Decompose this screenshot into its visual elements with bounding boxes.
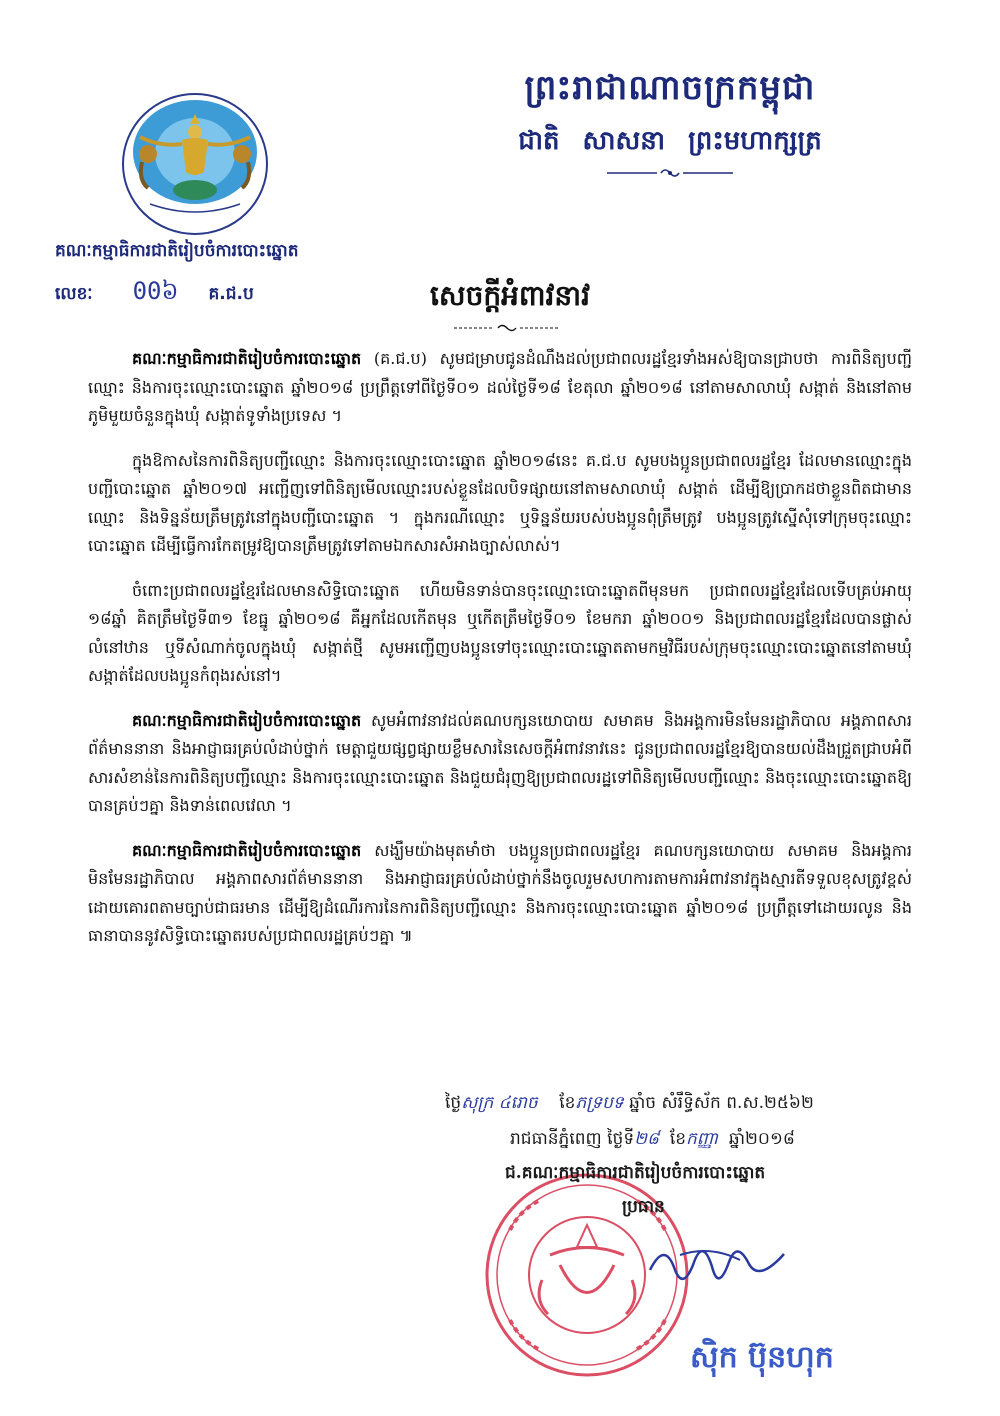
paragraph-5-lead: គណៈកម្មាធិការជាតិរៀបចំការបោះឆ្នោត xyxy=(132,840,362,860)
organization-name: គណៈកម្មាធិការជាតិរៀបចំការបោះឆ្នោត xyxy=(55,241,299,261)
document-title: សេចក្ដីអំពាវនាវ xyxy=(430,279,590,312)
title-ornament-icon xyxy=(452,322,562,334)
paragraph-1-text: (គ.ជ.ប) សូមជម្រាបជូនដំណឹងដល់ប្រជាពលរដ្ឋខ្មែរទាំងអស់ឱ្យបានជ្រាបថា ការពិនិត្យបញ្ជីឈ្មោះ និងការចុះឈ្មោះបោះឆ្នោត ឆ្នាំ២០១៨ ប្រព្រឹត្តទៅពីថ្ងៃទី០១ ដល់ថ្ងៃទី១៨ ខែតុលា ឆ្នាំ២០១៨ នៅតាមសាលាឃុំ សង្កាត់ និងនៅតាមភូមិមួយចំនួនក្នុងឃុំ សង្កាត់ទូទាំងប្រទេស ។ xyxy=(88,349,912,425)
solar-year: ឆ្នាំ២០១៨ xyxy=(728,1129,795,1149)
reference-number: 00៦ xyxy=(132,277,179,305)
solar-day: ២៨ xyxy=(634,1129,660,1149)
reference-suffix: គ.ជ.ប xyxy=(208,284,254,304)
paragraph-4 xyxy=(88,707,912,821)
paragraph-5 xyxy=(88,837,912,951)
place-prefix: រាជធានីភ្នំពេញ ថ្ងៃទី xyxy=(510,1129,635,1149)
paragraph-1-lead: គណៈកម្មាធិការជាតិរៀបចំការបោះឆ្នោត xyxy=(132,349,362,368)
reference-number-row xyxy=(55,276,254,311)
signatory-role: ប្រធាន xyxy=(622,1197,665,1217)
handwritten-signature-icon xyxy=(640,1215,800,1305)
paragraph-3: ចំពោះប្រជាពលរដ្ឋខ្មែរដែលមានសិទ្ធិបោះឆ្នោត ហើយមិនទាន់បានចុះឈ្មោះបោះឆ្នោតពីមុនមក ប្រជាពលរដ្ឋខ្មែរដែលទើបគ្រប់អាយុ ១៨ឆ្នាំ គិតត្រឹមថ្ងៃទី៣១ ខែធ្នូ ឆ្នាំ២០១៨ គឺអ្នកដែលកើតមុន ឬកើតត្រឹមថ្ងៃទី០១ ខែមករា ឆ្នាំ២០០១ និងប្រជាពលរដ្ឋខ្មែរដែលបានផ្លាស់លំនៅឋាន ឬទីសំណាក់ចូលក្នុងឃុំ សង្កាត់ថ្មី សូមអញ្ជើញបងប្អូនទៅចុះឈ្មោះបោះឆ្នោតតាមកម្មវិធីរបស់ក្រុមចុះឈ្មោះបោះឆ្នោតនៅតាមឃុំ សង្កាត់ដែលបងប្អូនកំពុងរស់នៅ។ xyxy=(88,580,912,685)
lunar-year: ឆ្នាំច សំរឹទ្ធិស័ក ព.ស.២៥៦២ xyxy=(629,1093,814,1113)
lunar-day-prefix: ថ្ងៃ xyxy=(445,1093,462,1113)
kingdom-motto: ជាតិ សាសនា ព្រះមហាក្សត្រ xyxy=(518,126,822,156)
lunar-date-line xyxy=(445,1092,814,1117)
paragraph-4-lead: គណៈកម្មាធិការជាតិរៀបចំការបោះឆ្នោត xyxy=(132,710,362,730)
solar-month: កញ្ញា xyxy=(686,1129,719,1149)
lunar-day: សុក្រ ៤រោច xyxy=(461,1093,538,1113)
paragraph-5-text: សង្ឃឹមយ៉ាងមុតមាំថា បងប្អូនប្រជាពលរដ្ឋខ្មែរ គណបក្សនយោបាយ សមាគម និងអង្គការមិនមែនរដ្ឋាភិបាល អង្គភាពសារព័ត៌មាននានា និងអាជ្ញាធរគ្រប់លំដាប់ថ្នាក់នឹងចូលរួមសហការតាមការអំពាវនាវក្នុងស្មារតីទទួលខុសត្រូវខ្ពស់ដោយគោរពតាមច្បាប់ជាធរមាន ដើម្បីឱ្យដំណើរការនៃការពិនិត្យបញ្ជីឈ្មោះ និងការចុះឈ្មោះបោះឆ្នោត ឆ្នាំ២០១៨ ប្រព្រឹត្តទៅដោយរលូន និងធានាបាននូវសិទ្ធិបោះឆ្នោតរបស់ប្រជាពលរដ្ឋគ្រប់ៗគ្នា ៕ xyxy=(88,840,913,945)
solar-month-prefix: ខែ xyxy=(669,1129,687,1149)
kingdom-title: ព្រះរាជាណាចក្រកម្ពុជា xyxy=(524,68,816,108)
document-body xyxy=(88,345,912,967)
ornament-divider-icon xyxy=(605,166,735,180)
paragraph-2: ក្នុងឱកាសនៃការពិនិត្យបញ្ជីឈ្មោះ និងការចុះឈ្មោះបោះឆ្នោត ឆ្នាំ២០១៨នេះ គ.ជ.ប សូមបងប្អូនប្រជាពលរដ្ឋខ្មែរ ដែលមានឈ្មោះក្នុងបញ្ជីបោះឆ្នោត ឆ្នាំ២០១៧ អញ្ជើញទៅពិនិត្យមើលឈ្មោះរបស់ខ្លួនដែលបិទផ្សាយនៅតាមសាលាឃុំ សង្កាត់ ដើម្បីឱ្យប្រាកដថាខ្លួនពិតជាមានឈ្មោះ និងទិន្នន័យត្រឹមត្រូវនៅក្នុងបញ្ជីបោះឆ្នោត ។ ក្នុងករណីឈ្មោះ ឬទិន្នន័យរបស់បងប្អូនពុំត្រឹមត្រូវ បងប្អូនត្រូវស្នើសុំទៅក្រុមចុះឈ្មោះបោះឆ្នោត ដើម្បីធ្វើការកែតម្រូវឱ្យបានត្រឹមត្រូវទៅតាមឯកសារសំអាងច្បាស់លាស់។ xyxy=(88,450,912,555)
signatory-organization: ជ.គណៈកម្មាធិការជាតិរៀបចំការបោះឆ្នោត xyxy=(505,1163,766,1183)
reference-label: លេខៈ xyxy=(55,284,93,304)
lunar-month: ភទ្របទ xyxy=(575,1093,624,1113)
solar-date-line xyxy=(510,1128,795,1153)
lunar-month-prefix: ខែ xyxy=(559,1093,576,1113)
kingdom-header xyxy=(420,66,920,184)
nec-logo-icon xyxy=(120,92,270,237)
paragraph-4-text: សូមអំពាវនាវដល់គណបក្សនយោបាយ សមាគម និងអង្គការមិនមែនរដ្ឋាភិបាល អង្គភាពសារព័ត៌មាននានា និងអាជ្ញាធរគ្រប់លំដាប់ថ្នាក់ មេត្តាជួយផ្សព្វផ្សាយខ្លឹមសារនៃសេចក្ដីអំពាវនាវនេះ ជូនប្រជាពលរដ្ឋខ្មែរឱ្យបានយល់ដឹងជ្រួតជ្រាបអំពីសារសំខាន់នៃការពិនិត្យបញ្ជីឈ្មោះ និងការចុះឈ្មោះបោះឆ្នោត និងជួយជំរុញឱ្យប្រជាពលរដ្ឋទៅពិនិត្យមើលបញ្ជីឈ្មោះ និងចុះឈ្មោះបោះឆ្នោតឱ្យបានគ្រប់ៗគ្នា និងទាន់ពេលវេលា ។ xyxy=(88,710,912,815)
signer-name: ស៊ិក ប៊ុនហុក xyxy=(690,1340,834,1375)
paragraph-1 xyxy=(88,345,912,431)
